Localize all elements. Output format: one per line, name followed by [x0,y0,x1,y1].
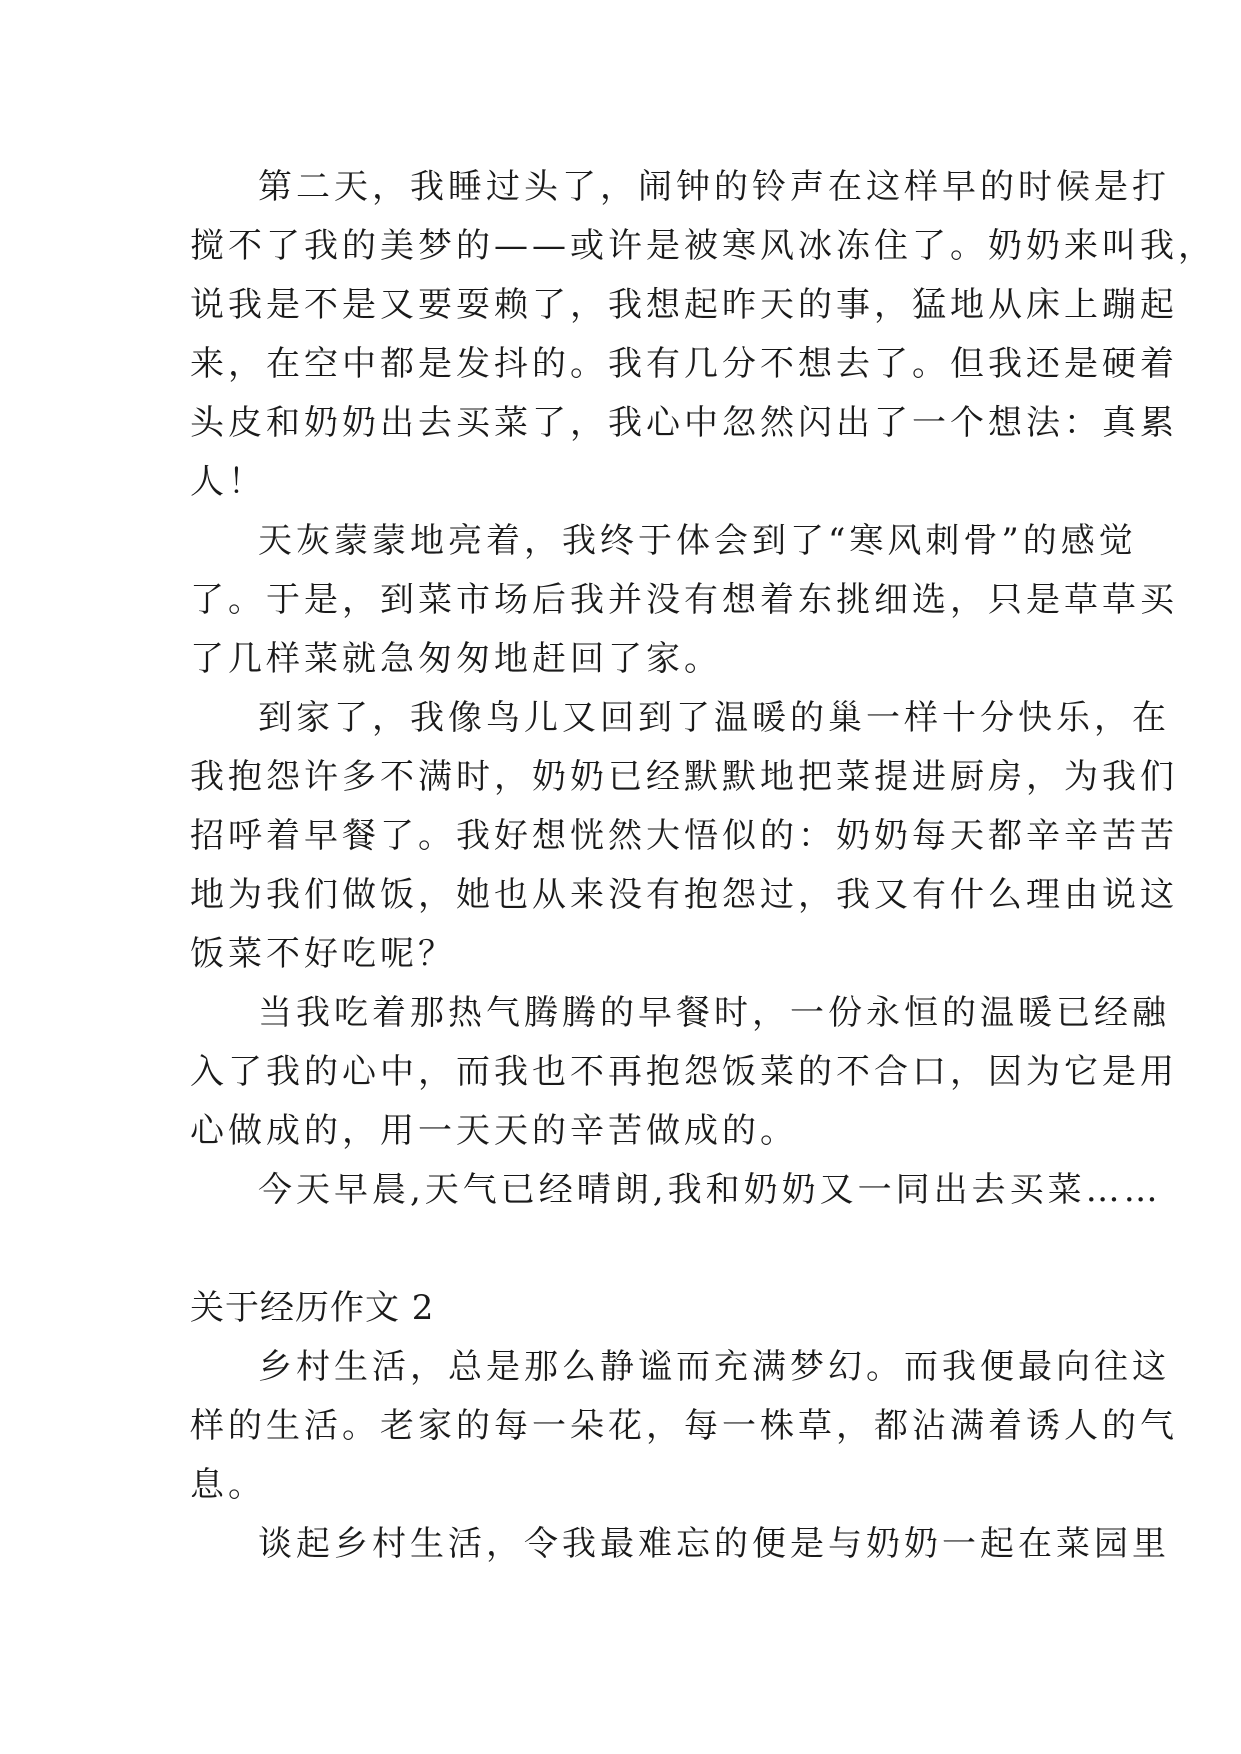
essay-title: 关于经历作文 2 [190,1288,435,1328]
section-heading [190,1279,1070,1338]
paragraph [190,512,1178,689]
text-line: 到家了，我像鸟儿又回到了温暖的巢一样十分快乐，在 [258,698,1170,738]
text-line: 了几样菜就急匆匆地赶回了家。 [190,639,722,679]
text-line: 我抱怨许多不满时，奶奶已经默默地把菜提进厨房，为我们 [190,757,1178,797]
paragraph [190,158,1216,512]
text-line: 心做成的，用一天天的辛苦做成的。 [190,1111,798,1151]
text-line: 人！ [190,462,266,502]
spacer [190,1220,1070,1279]
paragraph [190,1515,1170,1574]
text-line: 息。 [190,1465,266,1505]
paragraph [190,1161,1162,1220]
text-line: 谈起乡村生活，令我最难忘的便是与奶奶一起在菜园里 [258,1524,1170,1564]
text-line: 入了我的心中，而我也不再抱怨饭菜的不合口，因为它是用 [190,1052,1178,1092]
text-line: 今天早晨,天气已经晴朗,我和奶奶又一同出去买菜…… [258,1170,1162,1210]
text-line: 饭菜不好吃呢？ [190,934,456,974]
text-line: 头皮和奶奶出去买菜了，我心中忽然闪出了一个想法：真累 [190,403,1178,443]
text-line: 天灰蒙蒙地亮着，我终于体会到了“寒风刺骨”的感觉 [258,521,1137,561]
text-line: 样的生活。老家的每一朵花，每一株草，都沾满着诱人的气 [190,1406,1178,1446]
document-body [190,158,1216,1574]
text-line: 说我是不是又要耍赖了，我想起昨天的事，猛地从床上蹦起 [190,285,1178,325]
text-line: 了。于是，到菜市场后我并没有想着东挑细选，只是草草买 [190,580,1178,620]
text-line: 当我吃着那热气腾腾的早餐时，一份永恒的温暖已经融 [258,993,1170,1033]
text-line: 招呼着早餐了。我好想恍然大悟似的：奶奶每天都辛辛苦苦 [190,816,1178,856]
paragraph [190,689,1178,984]
paragraph [190,984,1178,1161]
text-line: 来，在空中都是发抖的。我有几分不想去了。但我还是硬着 [190,344,1178,384]
text-line: 搅不了我的美梦的——或许是被寒风冰冻住了。奶奶来叫我， [190,226,1216,266]
text-line: 地为我们做饭，她也从来没有抱怨过，我又有什么理由说这 [190,875,1178,915]
text-line: 乡村生活，总是那么静谧而充满梦幻。而我便最向往这 [258,1347,1170,1387]
paragraph [190,1338,1178,1515]
text-line: 第二天，我睡过头了，闹钟的铃声在这样早的时候是打 [258,167,1170,207]
